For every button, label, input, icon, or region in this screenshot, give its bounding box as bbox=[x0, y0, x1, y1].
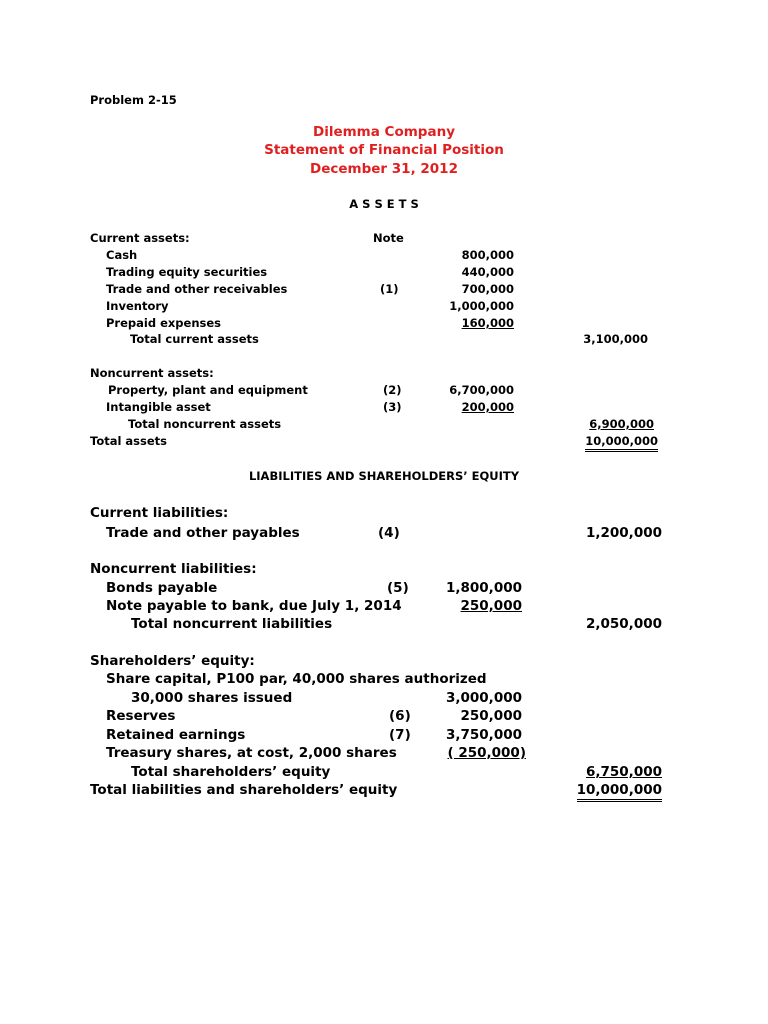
total-assets-label: Total assets bbox=[90, 434, 168, 448]
asset-item-amount: 700,000 bbox=[461, 282, 514, 296]
statement-title: Statement of Financial Position bbox=[264, 142, 504, 158]
equity-item-amount: 250,000 bbox=[460, 708, 522, 724]
share-capital-line1: Share capital, P100 par, 40,000 shares authorized bbox=[106, 671, 487, 687]
asset-item-note: (1) bbox=[380, 282, 399, 296]
current-liabilities-label: Current liabilities: bbox=[90, 505, 229, 521]
note-column-header: Note bbox=[373, 231, 404, 245]
liability-item-note: (5) bbox=[387, 580, 409, 596]
asset-item-label: Property, plant and equipment bbox=[108, 383, 308, 397]
noncurrent-liabilities-label: Noncurrent liabilities: bbox=[90, 561, 257, 577]
asset-item-note: (2) bbox=[383, 383, 402, 397]
asset-item-label: Trade and other receivables bbox=[106, 282, 288, 296]
total-current-assets-label: Total current assets bbox=[130, 332, 259, 346]
asset-item-amount bbox=[414, 402, 514, 414]
asset-item-amount bbox=[414, 318, 514, 330]
total-assets-double-underlined: 10,000,000 bbox=[585, 434, 658, 452]
equity-item-note: (6) bbox=[389, 708, 411, 724]
total-equity-label: Total shareholders’ equity bbox=[131, 764, 331, 780]
equity-item-amount: 3,750,000 bbox=[445, 727, 522, 743]
treasury-amount-underlined: ( 250,000) bbox=[447, 745, 526, 761]
statement-date: December 31, 2012 bbox=[310, 161, 458, 177]
intangible-amount-underlined: 200,000 bbox=[461, 400, 514, 414]
noncurrent-total-underlined: 6,900,000 bbox=[589, 417, 654, 431]
total-current-assets-amount: 3,100,000 bbox=[583, 332, 648, 346]
asset-item-note: (3) bbox=[383, 400, 402, 414]
share-capital-amount: 3,000,000 bbox=[445, 690, 522, 706]
asset-item-label: Trading equity securities bbox=[106, 265, 268, 279]
total-noncurrent-assets-label: Total noncurrent assets bbox=[128, 417, 282, 431]
liability-item-label: Trade and other payables bbox=[106, 525, 300, 541]
total-liabilities-equity-label: Total liabilities and shareholders’ equity bbox=[90, 782, 398, 798]
total-liabilities-equity-double-underlined: 10,000,000 bbox=[577, 782, 662, 802]
liability-item-note: (4) bbox=[378, 525, 400, 541]
share-capital-line2: 30,000 shares issued bbox=[131, 690, 293, 706]
asset-item-amount: 1,000,000 bbox=[449, 299, 514, 313]
asset-item-amount: 6,700,000 bbox=[449, 383, 514, 397]
total-noncurrent-assets-amount bbox=[554, 419, 654, 431]
company-name: Dilemma Company bbox=[313, 124, 455, 140]
liability-item-label: Note payable to bank, due July 1, 2014 bbox=[106, 598, 402, 614]
liability-item-amount bbox=[400, 600, 522, 614]
total-assets-amount bbox=[558, 436, 658, 448]
asset-item-label: Intangible asset bbox=[106, 400, 211, 414]
equity-item-label: Retained earnings bbox=[106, 727, 246, 743]
total-noncurrent-liabilities-amount: 2,050,000 bbox=[585, 616, 662, 632]
equity-item-label: Reserves bbox=[106, 708, 176, 724]
total-noncurrent-liabilities-label: Total noncurrent liabilities bbox=[131, 616, 333, 632]
liabilities-equity-heading: LIABILITIES AND SHAREHOLDERS’ EQUITY bbox=[248, 469, 520, 483]
asset-item-label: Prepaid expenses bbox=[106, 316, 221, 330]
liability-item-label: Bonds payable bbox=[106, 580, 218, 596]
total-equity-amount bbox=[540, 766, 662, 780]
problem-label: Problem 2-15 bbox=[90, 93, 177, 107]
liability-item-amount: 1,800,000 bbox=[445, 580, 522, 596]
total-equity-underlined: 6,750,000 bbox=[585, 764, 662, 780]
total-liabilities-equity-amount bbox=[540, 784, 662, 798]
noncurrent-assets-label: Noncurrent assets: bbox=[90, 366, 214, 380]
current-assets-label: Current assets: bbox=[90, 231, 190, 245]
asset-item-amount: 440,000 bbox=[461, 265, 514, 279]
trade-payables-amount: 1,200,000 bbox=[585, 525, 662, 541]
prepaid-amount-underlined: 160,000 bbox=[461, 316, 514, 330]
note-payable-amount-underlined: 250,000 bbox=[460, 598, 522, 614]
shareholders-equity-label: Shareholders’ equity: bbox=[90, 653, 255, 669]
asset-item-label: Cash bbox=[106, 248, 138, 262]
equity-item-amount bbox=[400, 747, 526, 761]
equity-item-label: Treasury shares, at cost, 2,000 shares bbox=[106, 745, 397, 761]
asset-item-amount: 800,000 bbox=[461, 248, 514, 262]
assets-heading: A S S E T S bbox=[349, 197, 419, 211]
asset-item-label: Inventory bbox=[106, 299, 169, 313]
equity-item-note: (7) bbox=[389, 727, 411, 743]
